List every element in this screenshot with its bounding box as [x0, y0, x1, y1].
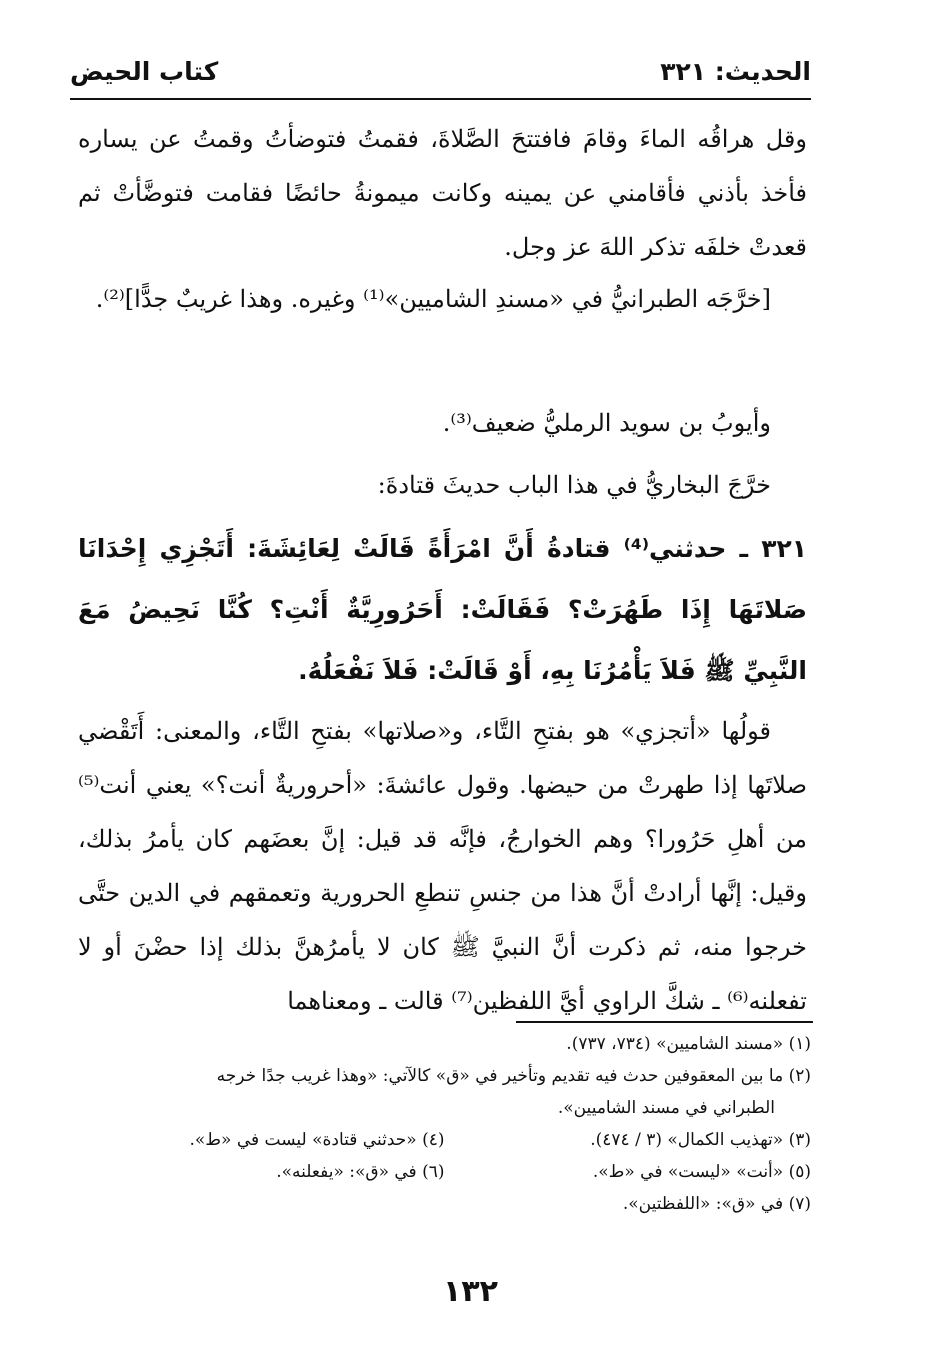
footnote-row-3-4: [78, 1124, 811, 1156]
page-number: ١٣٢: [443, 1274, 498, 1309]
footnote-4: (٤) «حدثني قتادة» ليست في «ط».: [189, 1130, 445, 1150]
footnote-2: (٢) ما بين المعقوفين حدث فيه تقديم وتأخير في «ق» كالآتي: «وهذا غريب جدًا خرجه: [216, 1066, 811, 1086]
footnote-1: (١) «مسند الشاميين» (٧٣٤، ٧٣٧).: [566, 1034, 811, 1054]
header-hadith-number: الحديث: ٣٢١: [660, 57, 811, 86]
running-header: [70, 56, 811, 100]
header-book-title: كتاب الحيض: [70, 57, 219, 86]
paragraph-takhrij: [خرَّجَه الطبرانيُّ في «مسندِ الشاميين»⁽¹⁾ وغيره. وهذا غريبٌ جدًّا]⁽²⁾.: [95, 285, 771, 313]
footnotes: [78, 1028, 811, 1220]
footnote-5: (٥) «أنت» «ليست» في «ط».: [592, 1162, 811, 1182]
footnote-7: (٧) في «ق»: «اللفظتين».: [622, 1194, 811, 1214]
paragraph-bukhari-intro: خرَّجَ البخاريُّ في هذا الباب حديثَ قتادةَ:: [377, 471, 771, 499]
footnote-3: (٣) «تهذيب الكمال» (٣ / ٤٧٤).: [590, 1130, 811, 1150]
footnote-2-continuation: الطبراني في مسند الشاميين».: [557, 1098, 775, 1118]
footnote-6: (٦) في «ق»: «يفعلنه».: [276, 1162, 445, 1182]
paragraph-commentary: قولُها «أتجزي» هو بفتحِ التَّاء، و«صلاتها» بفتحِ التَّاء، والمعنى: أَتَقْضي صلاتَها إذا طهرتْ من حيضها. وقول عائشةَ: «أحروريةٌ أنت؟» يعني أنت⁽⁵⁾ من أهلِ حَرُورا؟ وهم الخوارجُ، فإنَّه قد قيل: إنَّ بعضَهم كان يأمرُ بذلك، وقيل: إنَّها أرادتْ أنَّ هذا من جنسِ تنطعِ الحرورية وتعمقهم في الدين حتَّى خرجوا منه، ثم ذكرت أنَّ النبيَّ ﷺ كان لا يأمرُهنَّ بذلك إذا حضْنَ أو لا تفعلنه⁽⁶⁾ ـ شكَّ الراوي أيَّ اللفظين⁽⁷⁾ قالت ـ ومعناهما: [78, 717, 807, 1015]
footnote-divider: [516, 1021, 813, 1023]
header-divider: [70, 98, 811, 100]
footnote-row-5-6: [78, 1156, 811, 1188]
paragraph-narration-end: وقل هراقُه الماءَ وقامَ فافتتحَ الصَّلاةَ، فقمتُ فتوضأتُ وقمتُ عن يساره فأخذ بأذني فأقامني عن يمينه وكانت ميمونةُ حائضًا فقامت فتوضَّأتْ ثم قعدتْ خلفَه تذكر اللهَ عز وجل.: [78, 125, 807, 261]
hadith-text: ٣٢١ ـ حدثني⁽⁴⁾ قتادةُ أَنَّ امْرَأَةً قَالَتْ لِعَائِشَةَ: أَتَجْزِي إِحْدَانَا صَلاتَهَا إِذَا طَهُرَتْ؟ فَقَالَتْ: أَحَرُورِيَّةٌ أَنْتِ؟ كُنَّا نَحِيضُ مَعَ النَّبِيِّ ﷺ فَلاَ يَأْمُرُنَا بِهِ، أَوْ قَالَتْ: فَلاَ نَفْعَلُهُ.: [78, 534, 808, 685]
paragraph-narrator-note: وأيوبُ بن سويد الرمليُّ ضعيف⁽³⁾.: [442, 409, 771, 437]
